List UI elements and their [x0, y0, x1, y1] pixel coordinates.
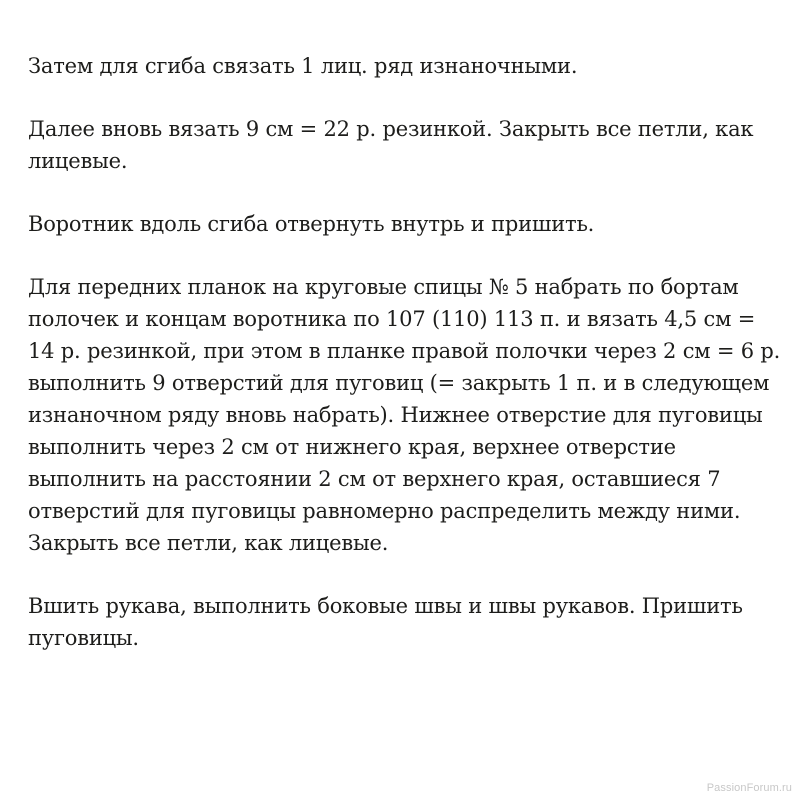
- paragraph-ribbing: [28, 113, 778, 177]
- paragraph-collar: [28, 208, 778, 240]
- text-line: пуговицы.: [28, 626, 139, 650]
- text-line: Закрыть все петли, как лицевые.: [28, 531, 389, 555]
- watermark: PassionForum.ru: [706, 782, 792, 794]
- text-line: Воротник вдоль сгиба отвернуть внутрь и пришить.: [28, 212, 595, 236]
- text-line: Вшить рукава, выполнить боковые швы и швы рукавов. Пришить: [28, 594, 743, 618]
- text-line: полочек и концам воротника по 107 (110) 113 п. и вязать 4,5 см =: [28, 307, 756, 331]
- text-line: Далее вновь вязать 9 см = 22 р. резинкой. Закрыть все петли, как: [28, 117, 754, 141]
- text-line: изнаночном ряду вновь набрать). Нижнее отверстие для пуговицы: [28, 403, 763, 427]
- text-line: 14 р. резинкой, при этом в планке правой полочки через 2 см = 6 р.: [28, 339, 781, 363]
- text-line: выполнить на расстоянии 2 см от верхнего края, оставшиеся 7: [28, 467, 721, 491]
- text-line: выполнить 9 отверстий для пуговиц (= закрыть 1 п. и в следующем: [28, 371, 770, 395]
- text-line: Для передних планок на круговые спицы № 5 набрать по бортам: [28, 275, 739, 299]
- paragraph-assembly: [28, 590, 778, 654]
- text-line: отверстий для пуговицы равномерно распределить между ними.: [28, 499, 741, 523]
- text-line: лицевые.: [28, 149, 128, 173]
- document-body: [28, 50, 781, 685]
- paragraph-fold-row: [28, 50, 778, 82]
- text-line: Затем для сгиба связать 1 лиц. ряд изнаночными.: [28, 54, 578, 78]
- text-line: выполнить через 2 см от нижнего края, верхнее отверстие: [28, 435, 676, 459]
- paragraph-front-bands: [28, 271, 781, 559]
